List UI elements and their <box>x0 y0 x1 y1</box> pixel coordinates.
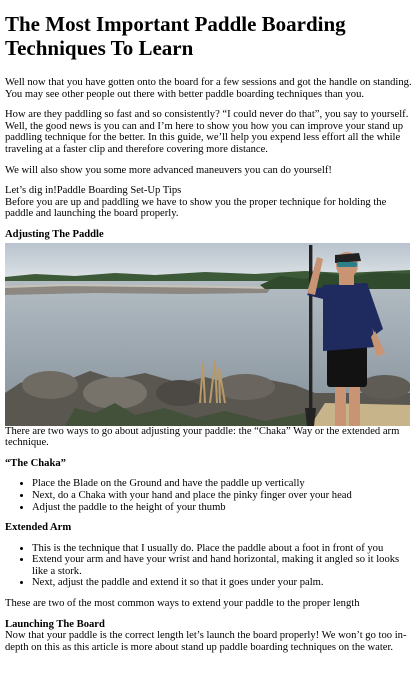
launching-heading: Launching The Board <box>5 618 105 630</box>
chaka-heading: “The Chaka” <box>5 457 66 469</box>
adjusting-heading: Adjusting The Paddle <box>5 228 104 240</box>
intro-paragraph-1: Well now that you have gotten onto the board for a few sessions and got the handle on standing. You may see other people out there with better paddle boarding techniques than you. <box>5 77 412 100</box>
list-item: • Next, adjust the paddle and extend it so that it goes under your palm. <box>32 577 413 589</box>
extended-list <box>5 543 413 589</box>
extended-heading: Extended Arm <box>5 522 72 534</box>
paddle-boarder-photo <box>5 243 410 426</box>
list-item: • Adjust the paddle to the height of your thumb <box>32 502 413 514</box>
setup-tips-line: Let’s dig in!Paddle Boarding Set-Up Tips <box>5 185 182 197</box>
shorts <box>327 345 367 387</box>
intro-paragraph-2: How are they paddling so fast and so consistently? “I could never do that”, you say to yourself. Well, the good news is you can and I’m here to show you how you can improve your stand up paddling technique for the better. In this guide, we’ll help you expend less effort all the while traveling at a faster clip and therefore covering more distance. <box>5 109 409 155</box>
list-item: • Next, do a Chaka with your hand and place the pinky finger over your head <box>32 490 413 502</box>
launching-text: Now that your paddle is the correct length let’s launch the board properly! We won’t go too in-depth on this as this article is more about stand up paddle boarding techniques on the water. <box>5 630 407 653</box>
chaka-list <box>5 478 413 513</box>
sunglasses <box>337 262 357 267</box>
article-title: The Most Important Paddle Boarding Techniques To Learn <box>5 12 346 60</box>
list-item: • Extend your arm and have your wrist and hand horizontal, making it angled so it looks like a stork. <box>32 554 413 577</box>
list-item: • Place the Blade on the Ground and have the paddle up vertically <box>32 478 413 490</box>
extended-outro: These are two of the most common ways to extend your paddle to the proper length <box>5 598 360 610</box>
adjusting-text: There are two ways to go about adjusting your paddle: the “Chaka” Way or the extended arm technique. <box>5 425 400 449</box>
list-item: • This is the technique that I usually do. Place the paddle about a foot in front of you <box>32 543 413 555</box>
setup-tips-text: Before you are up and paddling we have to show you the proper technique for holding the paddle and launching the board properly. <box>5 196 387 220</box>
intro-paragraph-3: We will also show you some more advanced maneuvers you can do yourself! <box>5 164 332 176</box>
